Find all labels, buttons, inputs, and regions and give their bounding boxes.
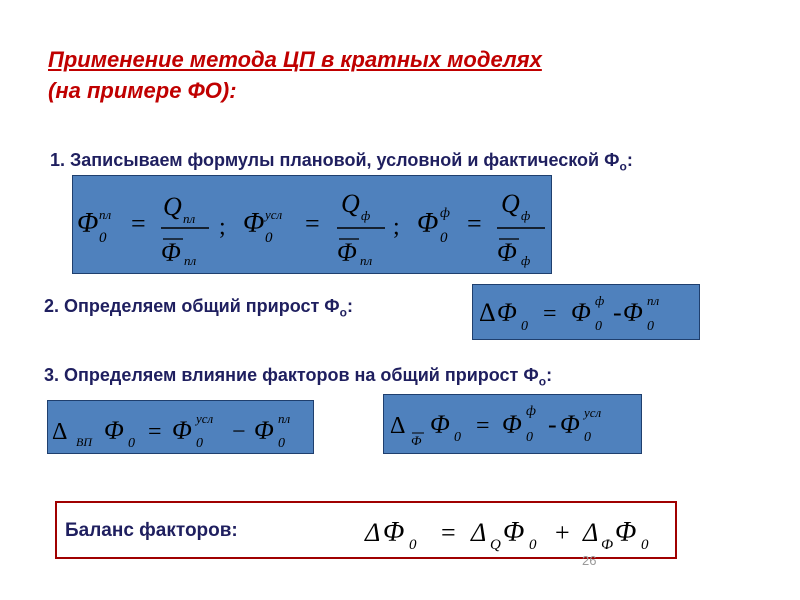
plus: + bbox=[555, 518, 570, 547]
sup-usl: усл bbox=[265, 207, 283, 222]
phi-symbol: Φ bbox=[623, 298, 643, 327]
balance-label: Баланс факторов: bbox=[65, 520, 238, 541]
formula-box-vp-factor bbox=[47, 400, 314, 454]
formula-total-growth bbox=[473, 285, 699, 339]
sup-f: ф bbox=[440, 206, 450, 221]
title-line-1: Применение метода ЦП в кратных моделях bbox=[48, 47, 542, 72]
phi-symbol: Φ bbox=[383, 517, 405, 548]
step-1-text bbox=[50, 150, 633, 174]
formula-vp-factor bbox=[48, 401, 313, 453]
sup-f: ф bbox=[595, 293, 605, 308]
step-2-text bbox=[44, 296, 353, 320]
step-1-label: 1. Записываем формулы плановой, условной и фактической Ф bbox=[50, 150, 620, 170]
delta-symbol: Δ bbox=[52, 419, 68, 445]
sub-pl: пл bbox=[360, 253, 373, 268]
delta-symbol: Δ bbox=[365, 518, 381, 547]
equals: = bbox=[305, 209, 320, 238]
phi-symbol: Φ bbox=[560, 410, 580, 439]
delta-symbol: Δ bbox=[583, 518, 599, 547]
phi-bar-symbol: Φ bbox=[337, 238, 357, 267]
page-number: 26 bbox=[582, 553, 597, 568]
sub-f: Ф bbox=[601, 537, 614, 553]
sub-zero: 0 bbox=[529, 537, 537, 553]
sub-pl: пл bbox=[183, 211, 196, 226]
phi-symbol: Φ bbox=[615, 517, 637, 548]
sub-zero: 0 bbox=[584, 430, 591, 445]
formula-box-total-growth bbox=[472, 284, 700, 340]
title-line-2: (на примере ФО): bbox=[48, 78, 237, 103]
balance-formula bbox=[357, 503, 675, 557]
delta-symbol: Δ bbox=[390, 413, 406, 439]
sub-f: ф bbox=[521, 208, 531, 223]
step-1-colon: : bbox=[626, 150, 633, 170]
sub-zero: 0 bbox=[265, 230, 273, 246]
phi-symbol: Φ bbox=[254, 416, 274, 445]
step-3-sub: о bbox=[538, 374, 547, 389]
semicolon: ; bbox=[219, 214, 226, 240]
sub-zero: 0 bbox=[647, 319, 654, 334]
phi-symbol: Φ bbox=[104, 416, 124, 445]
phi-symbol: Φ bbox=[77, 208, 99, 239]
sub-zero: 0 bbox=[99, 230, 107, 246]
sup-pl: пл bbox=[99, 207, 112, 222]
delta-symbol: Δ bbox=[479, 298, 496, 327]
sub-zero: 0 bbox=[521, 319, 528, 334]
step-3-label: 3. Определяем влияние факторов на общий прирост Ф bbox=[44, 365, 539, 385]
sub-f: ф bbox=[361, 208, 371, 223]
phi-bar-symbol: Φ bbox=[161, 238, 181, 267]
minus: - bbox=[613, 298, 622, 327]
slide-title bbox=[48, 44, 542, 106]
step-3-colon: : bbox=[546, 365, 553, 385]
formula-plan-cond-fact bbox=[73, 176, 551, 273]
semicolon: ; bbox=[393, 214, 400, 240]
sub-zero: 0 bbox=[526, 430, 533, 445]
equals: = bbox=[148, 419, 162, 445]
sub-pl: пл bbox=[184, 253, 197, 268]
sup-usl: усл bbox=[584, 405, 602, 420]
phi-symbol: Φ bbox=[243, 208, 265, 239]
equals: = bbox=[131, 209, 146, 238]
formula-box-plan-cond-fact bbox=[72, 175, 552, 274]
sub-zero: 0 bbox=[278, 436, 285, 451]
sup-pl: пл bbox=[647, 293, 660, 308]
step-2-label: 2. Определяем общий прирост Ф bbox=[44, 296, 340, 316]
step-1-sub: о bbox=[619, 159, 627, 174]
sup-f: ф bbox=[526, 404, 536, 419]
sub-zero: 0 bbox=[454, 430, 461, 445]
phi-symbol: Φ bbox=[497, 298, 517, 327]
formula-box-fbar-factor bbox=[383, 394, 642, 454]
step-2-colon: : bbox=[347, 296, 354, 316]
factor-balance-box bbox=[55, 501, 677, 559]
sub-q: Q bbox=[490, 537, 501, 553]
equals: = bbox=[543, 301, 557, 327]
phi-symbol: Φ bbox=[571, 298, 591, 327]
phi-symbol: Φ bbox=[172, 416, 192, 445]
q-symbol: Q bbox=[163, 192, 182, 221]
sub-f: ф bbox=[521, 253, 531, 268]
sup-pl: пл bbox=[278, 411, 291, 426]
minus: − bbox=[232, 419, 246, 445]
phi-symbol: Φ bbox=[417, 208, 439, 239]
sup-usl: усл bbox=[196, 411, 214, 426]
sub-fbar: Ф bbox=[411, 433, 422, 448]
sub-zero: 0 bbox=[595, 319, 602, 334]
sub-zero: 0 bbox=[409, 537, 417, 553]
phi-bar-symbol: Φ bbox=[497, 238, 517, 267]
delta-symbol: Δ bbox=[471, 518, 487, 547]
sub-zero: 0 bbox=[128, 436, 135, 451]
phi-symbol: Φ bbox=[503, 517, 525, 548]
minus: - bbox=[548, 410, 557, 439]
phi-symbol: Φ bbox=[502, 410, 522, 439]
equals: = bbox=[476, 413, 490, 439]
equals: = bbox=[441, 518, 456, 547]
phi-symbol: Φ bbox=[430, 410, 450, 439]
sub-zero: 0 bbox=[440, 230, 448, 246]
sub-zero: 0 bbox=[196, 436, 203, 451]
q-symbol: Q bbox=[341, 189, 360, 218]
equals: = bbox=[467, 209, 482, 238]
step-2-sub: о bbox=[339, 305, 348, 320]
q-symbol: Q bbox=[501, 189, 520, 218]
formula-fbar-factor bbox=[384, 395, 641, 453]
sub-vp: ВП bbox=[76, 435, 92, 449]
sub-zero: 0 bbox=[641, 537, 649, 553]
step-3-text bbox=[44, 365, 552, 389]
